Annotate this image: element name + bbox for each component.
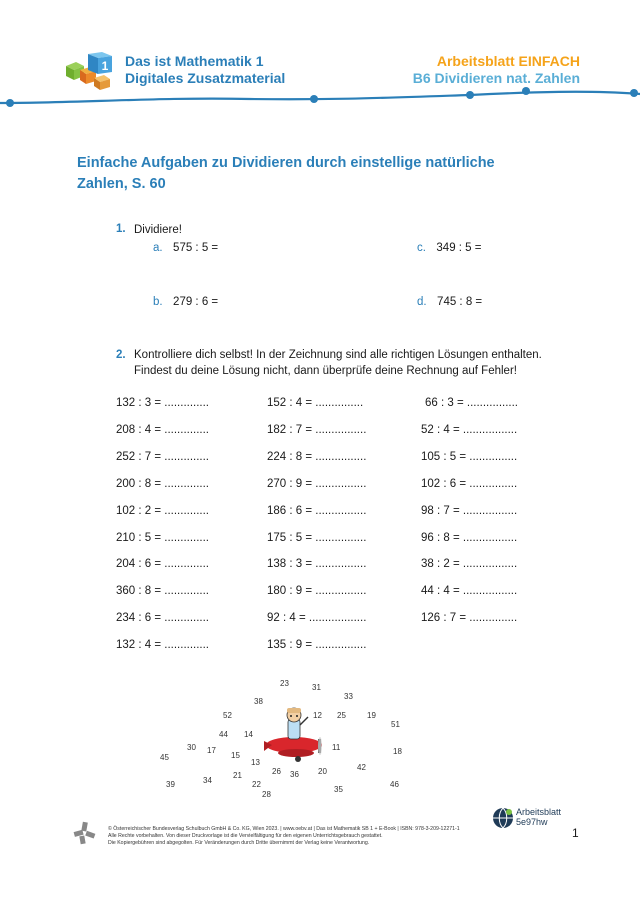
dot-number: 23 xyxy=(280,679,289,688)
publisher-logo xyxy=(72,820,98,846)
book-title: Das ist Mathematik 1 xyxy=(125,53,264,69)
exercise-row: 66 : 3 = ................ xyxy=(425,397,518,409)
header-right xyxy=(413,53,580,87)
dot-number: 46 xyxy=(390,780,399,789)
task2-number: 2. xyxy=(116,349,126,361)
sheet-subtitle: B6 Dividieren nat. Zahlen xyxy=(412,70,580,86)
exercise-row: 182 : 7 = ................ xyxy=(267,423,367,436)
dot-number: 15 xyxy=(231,751,240,760)
dot-number: 36 xyxy=(290,770,299,779)
dot-number: 11 xyxy=(332,743,341,752)
task1-item-d: d. 745 : 8 = xyxy=(417,296,483,308)
dot-number: 38 xyxy=(254,697,263,706)
dot-number: 35 xyxy=(334,785,343,794)
dot-number: 44 xyxy=(219,730,228,739)
exercise-row: 270 : 9 = ................ xyxy=(267,477,367,490)
dot-number: 33 xyxy=(344,692,353,701)
page-number: 1 xyxy=(572,826,579,840)
exercise-row: 92 : 4 = .................. xyxy=(267,612,367,625)
exercise-row: 105 : 5 = ............... xyxy=(421,450,518,463)
exercise-row: 44 : 4 = ................. xyxy=(421,585,518,598)
globe-icon xyxy=(492,807,514,829)
footer-legal: © Österreichischer Bundesverlag Schulbuch GmbH & Co. KG, Wien 2023. | www.oebv.at | Das ist Mathematik SB 1 + E-Book | ISBN: 978-3-209-12271-1 Alle Rechte vorbehalten. Von dieser Druckvorlage ist die Vervielfältigung für den eigenen Unterrichtsgebrauch gestattet. Die Kopiergebühren sind abgegolten. Für Veränderungen durch Dritte übernimmt der Verlag keine Verantwortung. xyxy=(108,826,460,846)
airplane-illustration xyxy=(258,705,330,767)
exercise-row: 152 : 4 = ............... xyxy=(267,397,364,409)
dot-number: 20 xyxy=(318,767,327,776)
dot-number: 12 xyxy=(313,711,322,720)
exercise-row: 102 : 6 = ............... xyxy=(421,477,518,490)
dot-number: 51 xyxy=(391,720,400,729)
exercise-row: 135 : 9 = ................ xyxy=(267,639,367,652)
exercise-row: 38 : 2 = ................. xyxy=(421,558,518,571)
exercise-row: 204 : 6 = .............. xyxy=(116,558,210,571)
dot-number: 45 xyxy=(160,753,169,762)
dot-number: 25 xyxy=(337,711,346,720)
dot-number: 26 xyxy=(272,767,281,776)
dot-number: 28 xyxy=(262,790,271,799)
dot-number: 22 xyxy=(252,780,261,789)
dot-number: 34 xyxy=(203,776,212,785)
exercise-row: 96 : 8 = ................. xyxy=(421,531,518,544)
task1-item-a: a. 575 : 5 = xyxy=(153,242,219,254)
exercise-row: 186 : 6 = ................ xyxy=(267,504,367,517)
dot-number: 30 xyxy=(187,743,196,752)
task1-item-b: b. 279 : 6 = xyxy=(153,296,219,308)
badge-text: Arbeitsblatt 5e97hw xyxy=(516,807,562,827)
exercise-row: 360 : 8 = .............. xyxy=(116,585,210,598)
exercise-row: 52 : 4 = ................. xyxy=(421,423,518,436)
dot-number: 52 xyxy=(223,711,232,720)
dot-number: 21 xyxy=(233,771,242,780)
page-title: Einfache Aufgaben zu Dividieren durch einstellige natürliche Zahlen, S. 60 xyxy=(77,155,495,192)
exercise-row: 224 : 8 = ................ xyxy=(267,450,367,463)
exercise-row: 234 : 6 = .............. xyxy=(116,612,210,625)
header-left xyxy=(125,53,285,87)
dot-number: 17 xyxy=(207,746,216,755)
task1-instruction: Dividiere! xyxy=(134,224,182,236)
dot-number: 42 xyxy=(357,763,366,772)
exercise-row: 126 : 7 = ............... xyxy=(421,612,518,625)
dot-number: 13 xyxy=(251,758,260,767)
header-divider xyxy=(0,84,640,114)
exercise-row: 98 : 7 = ................. xyxy=(421,504,518,517)
book-subtitle: Digitales Zusatzmaterial xyxy=(125,70,286,86)
dot-number: 19 xyxy=(367,711,376,720)
exercise-row: 180 : 9 = ................ xyxy=(267,585,367,598)
exercise-row: 132 : 3 = .............. xyxy=(116,397,210,409)
exercise-row: 175 : 5 = ................ xyxy=(267,531,367,544)
dot-number: 31 xyxy=(312,683,321,692)
dot-number: 14 xyxy=(244,730,253,739)
sheet-title: Arbeitsblatt EINFACH xyxy=(436,53,580,69)
task1-item-c: c. 349 : 5 = xyxy=(417,242,482,254)
exercise-row: 138 : 3 = ................ xyxy=(267,558,367,571)
exercise-row: 208 : 4 = .............. xyxy=(116,423,210,436)
exercise-row: 252 : 7 = .............. xyxy=(116,450,210,463)
exercise-row: 210 : 5 = .............. xyxy=(116,531,210,544)
dot-number: 39 xyxy=(166,780,175,789)
svg-text:1: 1 xyxy=(101,59,109,73)
exercise-row: 102 : 2 = .............. xyxy=(116,504,210,517)
exercise-row: 132 : 4 = .............. xyxy=(116,639,210,652)
worksheet-badge[interactable] xyxy=(492,807,572,831)
exercise-row: 200 : 8 = .............. xyxy=(116,477,210,490)
task2-instruction: Kontrolliere dich selbst! In der Zeichnung sind alle richtigen Lösungen enthalten. Findest du deine Lösung nicht, dann überprüfe deine Rechnung auf Fehler! xyxy=(134,349,542,377)
dot-number: 18 xyxy=(393,747,402,756)
task1-number: 1. xyxy=(116,223,126,235)
